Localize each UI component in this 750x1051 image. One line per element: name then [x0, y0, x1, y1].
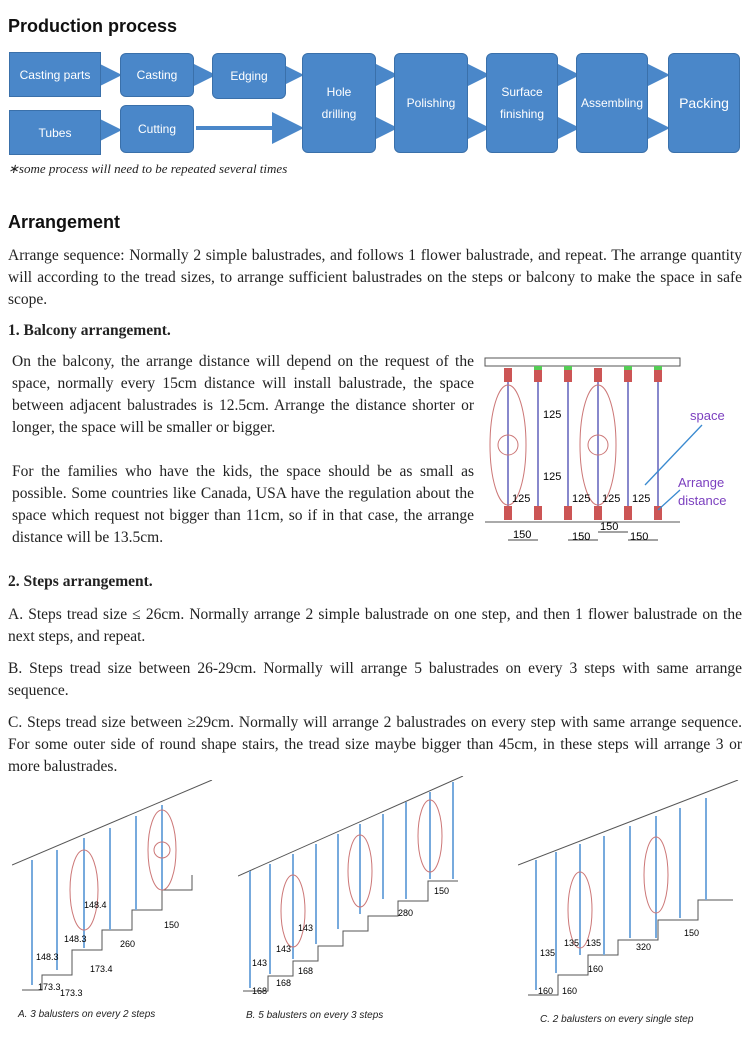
- balcony-dim-125-top: 125: [543, 409, 562, 421]
- steps-c: C. Steps tread size between ≥29cm. Normally will arrange 2 balustrades on every step with same arrange sequence. For some outer side of round shape stairs, the tread size maybe bigger than 45cm, in these steps will arrange 3 or more balustrades.: [8, 714, 742, 775]
- fig-c-dim-3: 135: [586, 938, 602, 948]
- space-label: space: [690, 408, 725, 423]
- fig-c-caption: C. 2 balusters on every single step: [540, 1014, 694, 1025]
- step-hole-drilling-line1: Hole: [326, 85, 352, 99]
- fig-b-dim-8: 150: [434, 886, 450, 896]
- steps-a: A. Steps tread size ≤ 26cm. Normally arrange 2 simple balustrade on one step, and then 1 flower balustrade on the next steps, and repeat.: [8, 606, 742, 645]
- fig-a-caption: A. 3 balusters on every 2 steps: [18, 1009, 156, 1020]
- step-assembling: Assembling: [576, 53, 648, 153]
- balcony-dim-150-b: 150: [572, 531, 591, 543]
- fig-c-dim-1: 135: [540, 948, 556, 958]
- fig-c-dim-4: 160: [588, 964, 604, 974]
- step-cutting: Cutting: [120, 105, 194, 153]
- balcony-dim-125-b: 125: [512, 493, 531, 505]
- step-packing: Packing: [668, 53, 740, 153]
- fig-a-dim-1: 148.4: [84, 900, 107, 910]
- step-polishing: Polishing: [394, 53, 468, 153]
- step-hole-drilling: [302, 53, 376, 153]
- step-casting-parts: Casting parts: [9, 52, 101, 97]
- fig-b-dim-4: 168: [298, 966, 314, 976]
- production-title: Production process: [8, 16, 178, 36]
- fig-b-dim-7: 280: [398, 908, 414, 918]
- balcony-dim-150-c: 150: [600, 521, 619, 533]
- step-surface-finishing-line1: Surface: [501, 85, 543, 99]
- step-tubes: Tubes: [9, 110, 101, 155]
- balcony-para-2: For the families who have the kids, the space should be as small as possible. Some countries like Canada, USA have the regulation about the space which request not bigger than 11cm, so if in that case, the arrange distance will be 13.5cm.: [12, 463, 474, 546]
- fig-a-dim-6: 173.4: [90, 964, 113, 974]
- fig-a-dim-3: 148.3: [36, 952, 59, 962]
- fig-b-dim-6: 168: [252, 986, 268, 996]
- arrange-label-1: Arrange: [678, 475, 725, 490]
- balcony-dim-125-e: 125: [632, 493, 651, 505]
- stair-figure-b: [238, 776, 468, 1001]
- fig-c-dim-2: 135: [564, 938, 580, 948]
- step-surface-finishing-line2: finishing: [499, 107, 545, 121]
- fig-c-dim-7: 150: [684, 928, 700, 938]
- fig-b-dim-5: 168: [276, 978, 292, 988]
- step-edging: Edging: [212, 53, 286, 99]
- fig-a-dim-5: 150: [164, 920, 180, 930]
- arrange-label-2: distance: [678, 493, 727, 508]
- fig-b-dim-1: 143: [252, 958, 268, 968]
- steps-heading: 2. Steps arrangement.: [8, 573, 153, 590]
- step-hole-drilling-line2: drilling: [321, 107, 357, 121]
- arrangement-title: Arrangement: [8, 212, 121, 232]
- arrangement-intro: Arrange sequence: Normally 2 simple balustrades, and follows 1 flower balustrade, and repeat. The arrange quantity will according to the tread sizes, to arrange sufficient balustrades on the steps or balcony to make the space in safe scope.: [8, 247, 742, 308]
- steps-b: B. Steps tread size between 26-29cm. Normally will arrange 5 balustrades on every 3 steps with same arrange sequence.: [8, 660, 742, 699]
- fig-c-dim-8: 160: [538, 986, 554, 996]
- step-casting: Casting: [120, 53, 194, 97]
- balcony-dim-125-a: 125: [543, 471, 562, 483]
- step-surface-finishing: [486, 53, 558, 153]
- balcony-diagram: [480, 350, 740, 550]
- fig-a-dim-4: 260: [120, 939, 136, 949]
- fig-a-dim-7: 173.3: [38, 982, 61, 992]
- stair-figure-a: [12, 780, 227, 1000]
- fig-c-dim-6: 320: [636, 942, 652, 952]
- fig-b-caption: B. 5 balusters on every 3 steps: [246, 1010, 384, 1021]
- balcony-dim-125-c: 125: [572, 493, 591, 505]
- balcony-dim-150-d: 150: [630, 531, 649, 543]
- stair-figure-c: [518, 780, 743, 1005]
- balcony-dim-125-d: 125: [602, 493, 621, 505]
- fig-b-dim-2: 143: [276, 944, 292, 954]
- balcony-para-1: On the balcony, the arrange distance will depend on the request of the space, normally every 15cm distance will install balustrade, the space between adjacent balustrades is 12.5cm. Arrange the distance shorter or longer, the space will be smaller or bigger.: [12, 353, 474, 436]
- fig-c-dim-5: 160: [562, 986, 578, 996]
- balcony-heading: 1. Balcony arrangement.: [8, 322, 171, 339]
- fig-b-dim-3: 143: [298, 923, 314, 933]
- fig-a-dim-2: 148.3: [64, 934, 87, 944]
- balcony-dim-150-a: 150: [513, 529, 532, 541]
- fig-a-dim-8: 173.3: [60, 988, 83, 998]
- process-note: ∗some process will need to be repeated several times: [8, 161, 288, 176]
